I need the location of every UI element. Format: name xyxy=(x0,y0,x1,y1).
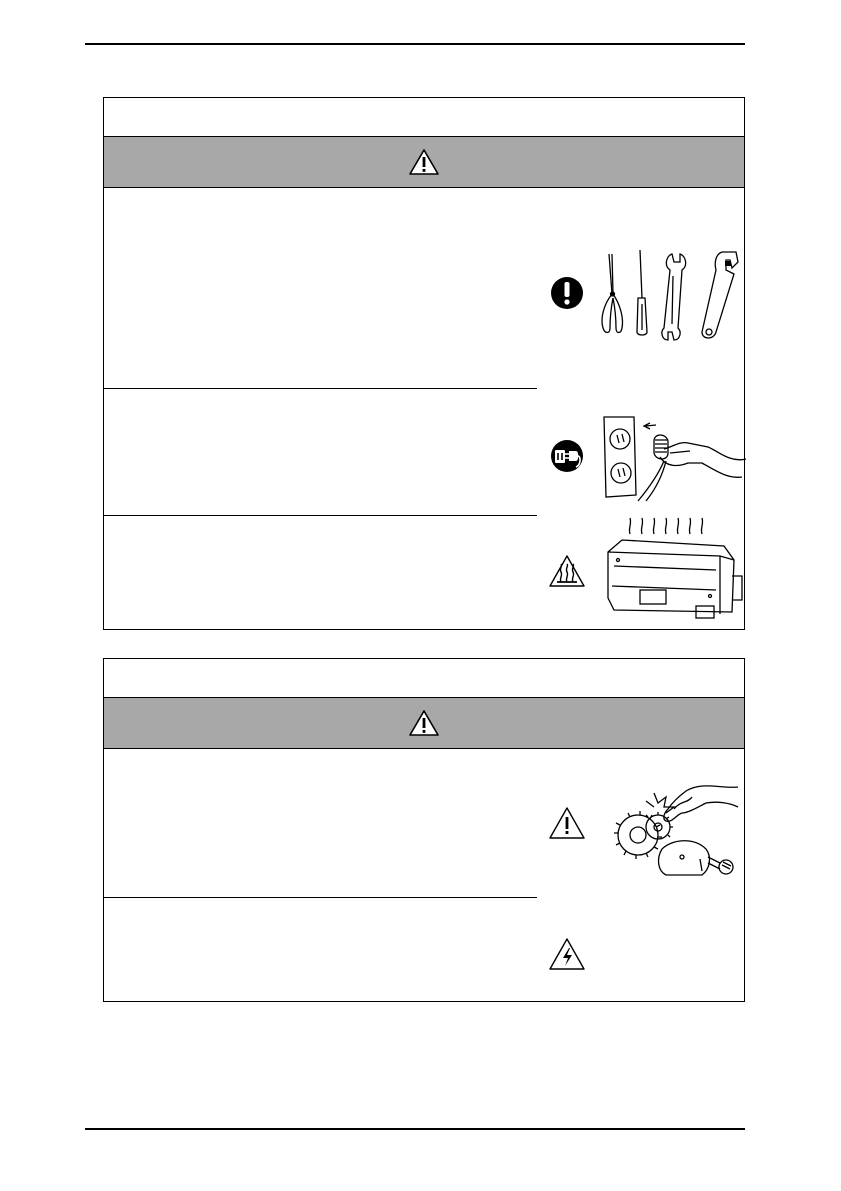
footer-rule xyxy=(85,1128,745,1130)
warning-triangle-icon xyxy=(408,148,440,176)
hot-surface-icon xyxy=(548,554,586,588)
row-text xyxy=(104,389,537,413)
row-text xyxy=(104,749,537,773)
warning-banner xyxy=(104,137,744,188)
safety-section-1 xyxy=(103,97,745,630)
warning-banner xyxy=(104,698,744,749)
row-text xyxy=(104,188,537,212)
gears-pinch-illustration xyxy=(602,779,742,879)
section-title xyxy=(104,659,744,698)
caution-row-1 xyxy=(104,749,537,897)
mandatory-action-icon xyxy=(550,276,584,310)
unplug-power-icon xyxy=(550,439,584,473)
warning-triangle-icon xyxy=(408,709,440,737)
unplug-outlet-illustration xyxy=(598,413,748,503)
row-text xyxy=(104,898,537,922)
tools-illustration xyxy=(598,248,748,344)
warning-row-3 xyxy=(104,516,537,626)
electric-shock-icon xyxy=(548,937,586,971)
hot-fuser-unit-illustration xyxy=(596,516,746,626)
section-title xyxy=(104,98,744,137)
caution-row-2 xyxy=(104,898,537,998)
header-rule xyxy=(85,43,745,45)
warning-row-1 xyxy=(104,188,537,388)
safety-section-2 xyxy=(103,658,745,1002)
row-text xyxy=(104,516,537,540)
warning-row-2 xyxy=(104,389,537,514)
caution-icon xyxy=(548,806,586,840)
